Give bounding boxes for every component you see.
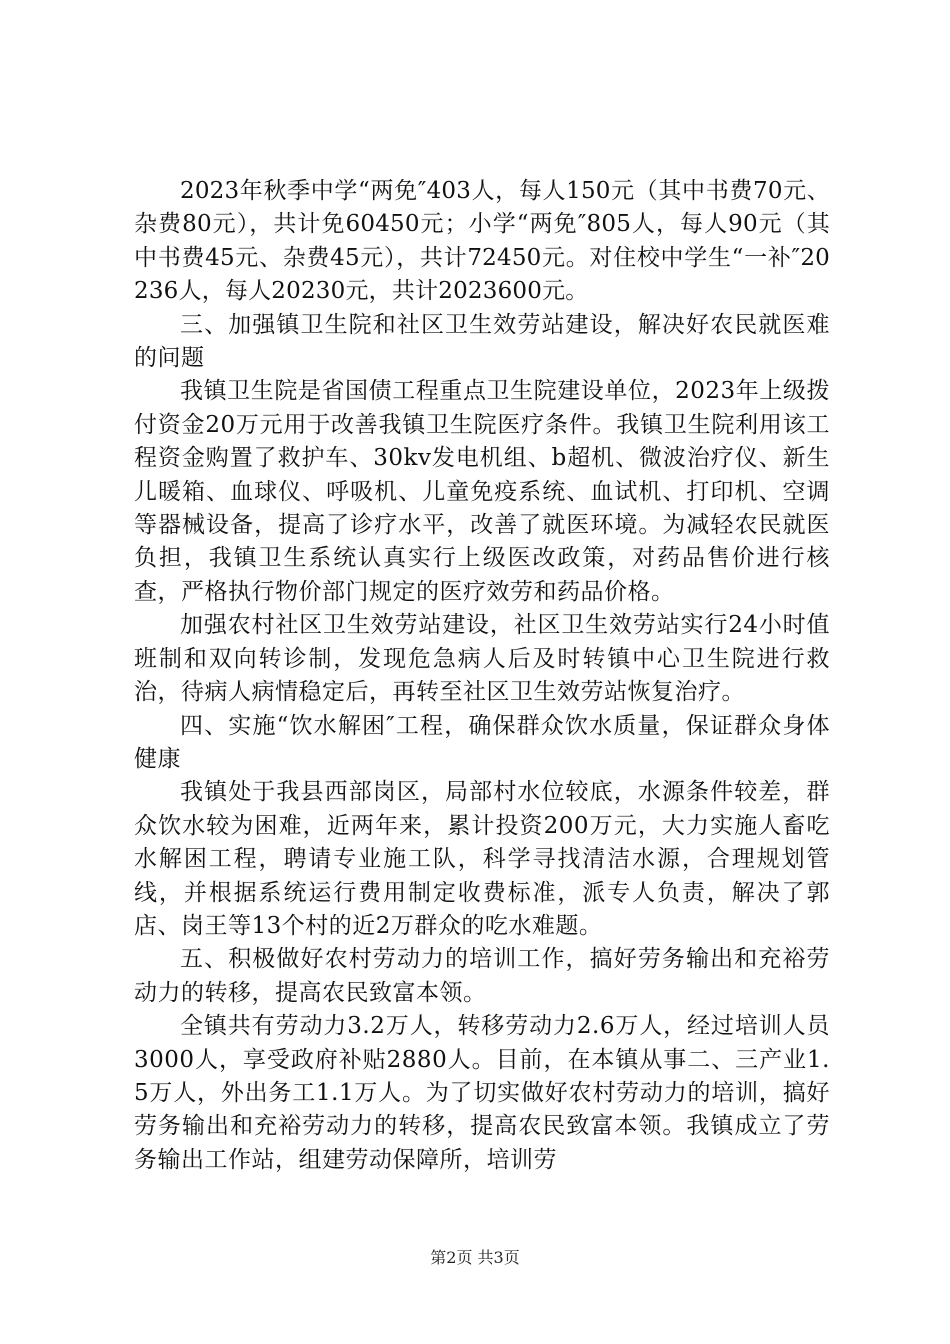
document-body (134, 175, 830, 1177)
paragraph-school-subsidy: 2023年秋季中学“两免″403人，每人150元（其中书费70元、杂费80元），共计免60450元；小学“两免″805人，每人90元（其中书费45元、杂费45元），共计72450元。对住校中学生“一补″20236人，每人20230元，共计2023600元。 (134, 178, 830, 305)
section-heading-4: 四、实施“饮水解困″工程，确保群众饮水质量，保证群众身体健康 (134, 712, 830, 772)
paragraph-labor-training: 全镇共有劳动力3.2万人，转移劳动力2.6万人，经过培训人员3000人，享受政府补贴2880人。目前，在本镇从事二、三产业1.5万人，外出务工1.1万人。为了切实做好农村劳动力的培训，搞好劳务输出和充裕劳动力的转移，提高农民致富本领。我镇成立了劳务输出工作站，组建劳动保障所，培训劳 (134, 1013, 830, 1173)
page-footer: 第2页 共3页 (430, 1248, 520, 1267)
paragraph-community-health: 加强农村社区卫生效劳站建设，社区卫生效劳站实行24小时值班制和双向转诊制，发现危急病人后及时转镇中心卫生院进行救治，待病人病情稳定后，再转至社区卫生效劳站恢复治疗。 (134, 612, 830, 706)
paragraph-health-center: 我镇卫生院是省国债工程重点卫生院建设单位，2023年上级拨付资金20万元用于改善我镇卫生院医疗条件。我镇卫生院利用该工程资金购置了救护车、30kv发电机组、b超机、微波治疗仪、新生儿暖箱、血球仪、呼吸机、儿童免疫系统、血试机、打印机、空调等器械设备，提高了诊疗水平，改善了就医环境。为减轻农民就医负担，我镇卫生系统认真实行上级医改政策，对药品售价进行核查，严格执行物价部门规定的医疗效劳和药品价格。 (134, 378, 830, 605)
paragraph-drinking-water: 我镇处于我县西部岗区，局部村水位较底，水源条件较差，群众饮水较为困难，近两年来，累计投资200万元，大力实施人畜吃水解困工程，聘请专业施工队，科学寻找清洁水源，合理规划管线，并根据系统运行费用制定收费标准，派专人负责，解决了郭店、岗王等13个村的近2万群众的吃水难题。 (134, 779, 830, 939)
section-heading-3: 三、加强镇卫生院和社区卫生效劳站建设，解决好农民就医难的问题 (134, 311, 830, 372)
section-heading-5: 五、积极做好农村劳动力的培训工作，搞好劳务输出和充裕劳动力的转移，提高农民致富本领。 (134, 946, 830, 1006)
